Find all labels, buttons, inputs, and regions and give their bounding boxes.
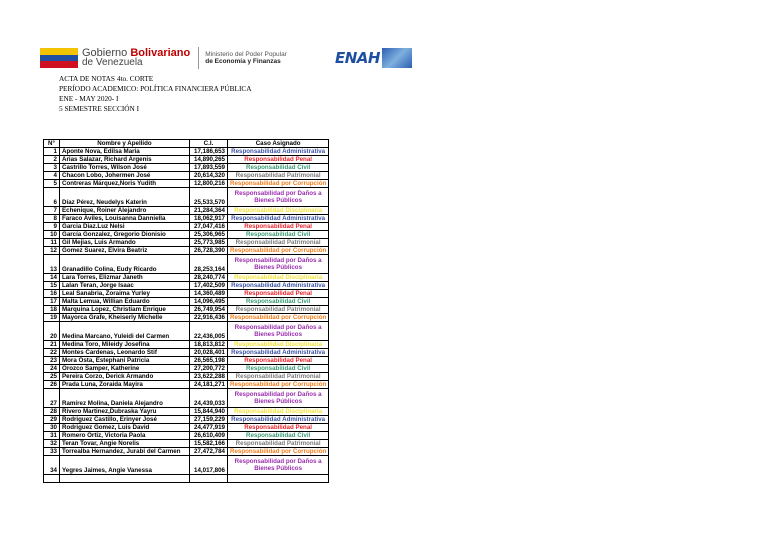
- table-row: [44, 164, 329, 172]
- cell-ci: 12,800,216: [190, 180, 228, 188]
- table-row: [44, 274, 329, 282]
- cell-number: 34: [44, 456, 60, 475]
- cell-name: Yegres Jaimes, Angie Vanessa: [60, 456, 190, 475]
- empty-cell: [44, 475, 60, 483]
- table-row: [44, 247, 329, 255]
- cell-ci: 25,533,570: [190, 188, 228, 207]
- cell-number: 12: [44, 247, 60, 255]
- cell-number: 4: [44, 172, 60, 180]
- cell-name: Medina Toro, Mileidy Josefina: [60, 341, 190, 349]
- cell-number: 14: [44, 274, 60, 282]
- table-row: [44, 148, 329, 156]
- cell-name: Montes Cardenas, Leonardo Stif: [60, 349, 190, 357]
- cell-caso: Responsabilidad Patrimonial: [228, 373, 329, 381]
- enah-logo-text: ENAH: [335, 49, 380, 67]
- cell-caso: Responsabilidad Administrativa: [228, 282, 329, 290]
- cell-ci: 18,062,917: [190, 215, 228, 223]
- cell-ci: 18,813,812: [190, 341, 228, 349]
- cell-caso: Responsabilidad Administrativa: [228, 215, 329, 223]
- cell-number: 30: [44, 424, 60, 432]
- table-row: [44, 416, 329, 424]
- empty-cell: [60, 475, 190, 483]
- table-row: [44, 322, 329, 341]
- col-header-name: Nombre y Apellido: [60, 140, 190, 148]
- doc-periodo: PERÍODO ACADEMICO: POLÍTICA FINANCIERA PÚBLICA: [59, 84, 252, 93]
- cell-caso: Responsabilidad Civil: [228, 432, 329, 440]
- cell-ci: 26,749,954: [190, 306, 228, 314]
- cell-caso: Responsabilidad por Daños a Bienes Públicos: [228, 188, 329, 207]
- cell-ci: 27,472,784: [190, 448, 228, 456]
- enah-graphic-icon: [382, 48, 412, 68]
- cell-name: Aponte Nova, Edilsa María: [60, 148, 190, 156]
- cell-name: Contreras Márquez,Noris Yudith: [60, 180, 190, 188]
- doc-fecha: ENE - MAY 2020- I: [59, 94, 119, 103]
- cell-caso: Responsabilidad Civil: [228, 298, 329, 306]
- table-row: [44, 440, 329, 448]
- cell-caso: Responsabilidad Administrativa: [228, 349, 329, 357]
- gobierno-logo: [40, 47, 287, 69]
- empty-row: [44, 475, 329, 483]
- cell-name: Mayorca Grafe, Kheiserly Michelle: [60, 314, 190, 322]
- table-row: [44, 255, 329, 274]
- gob-line1b: Bolivariano: [130, 47, 191, 59]
- cell-ci: 20,614,320: [190, 172, 228, 180]
- cell-name: Arias Salazar, Richard Argenis: [60, 156, 190, 164]
- cell-ci: 20,028,401: [190, 349, 228, 357]
- cell-ci: 27,047,416: [190, 223, 228, 231]
- cell-ci: 22,916,436: [190, 314, 228, 322]
- table-row: [44, 290, 329, 298]
- cell-caso: Responsabilidad por Corrupción: [228, 381, 329, 389]
- ministry-line1: Ministerio del Poder Popular: [205, 50, 287, 58]
- cell-caso: Responsabilidad Penal: [228, 424, 329, 432]
- cell-ci: 17,186,653: [190, 148, 228, 156]
- cell-caso: Responsabilidad por Daños a Bienes Públicos: [228, 389, 329, 408]
- cell-caso: Responsabilidad Penal: [228, 357, 329, 365]
- document-header: [59, 74, 252, 114]
- cell-ci: 24,439,033: [190, 389, 228, 408]
- table-row: [44, 432, 329, 440]
- table-row: [44, 239, 329, 247]
- table-row: [44, 389, 329, 408]
- cell-caso: Responsabilidad Disciplinaria: [228, 408, 329, 416]
- cell-name: Chacon Lobo, Johermen José: [60, 172, 190, 180]
- cell-caso: Responsabilidad Patrimonial: [228, 239, 329, 247]
- cell-ci: 23,622,288: [190, 373, 228, 381]
- cell-number: 18: [44, 306, 60, 314]
- cell-ci: 27,200,772: [190, 365, 228, 373]
- table-row: [44, 298, 329, 306]
- table-row: [44, 408, 329, 416]
- table-row: [44, 172, 329, 180]
- cell-name: Díaz Pérez, Neudelys Katerin: [60, 188, 190, 207]
- cell-ci: 14,096,495: [190, 298, 228, 306]
- table-row: [44, 456, 329, 475]
- table-header-row: [44, 140, 329, 148]
- cell-number: 26: [44, 381, 60, 389]
- empty-cell: [190, 475, 228, 483]
- cell-number: 20: [44, 322, 60, 341]
- cell-name: Pereira Corzo, Derick Armando: [60, 373, 190, 381]
- cell-number: 1: [44, 148, 60, 156]
- cell-name: Romero Ortiz, Victoria Paola: [60, 432, 190, 440]
- cell-name: Lalan Teran, Jorge Isaac: [60, 282, 190, 290]
- cell-caso: Responsabilidad Civil: [228, 365, 329, 373]
- cell-ci: 26,565,198: [190, 357, 228, 365]
- cell-number: 31: [44, 432, 60, 440]
- cell-number: 21: [44, 341, 60, 349]
- cell-number: 29: [44, 416, 60, 424]
- cell-ci: 14,360,489: [190, 290, 228, 298]
- cell-number: 19: [44, 314, 60, 322]
- cell-number: 6: [44, 188, 60, 207]
- cell-ci: 22,436,005: [190, 322, 228, 341]
- table-row: [44, 156, 329, 164]
- table-row: [44, 282, 329, 290]
- cell-name: Ramírez Molina, Daniela Alejandro: [60, 389, 190, 408]
- cell-number: 25: [44, 373, 60, 381]
- table-row: [44, 223, 329, 231]
- table-row: [44, 357, 329, 365]
- cell-caso: Responsabilidad Civil: [228, 164, 329, 172]
- doc-semestre: 5 SEMESTRE SECCIÓN I: [59, 104, 140, 113]
- col-header-ci: C.I.: [190, 140, 228, 148]
- cell-name: Castrillo Torres, Wilson José: [60, 164, 190, 172]
- table-row: [44, 314, 329, 322]
- cell-ci: 14,017,806: [190, 456, 228, 475]
- table-row: [44, 349, 329, 357]
- col-header-n: N°: [44, 140, 60, 148]
- cell-caso: Responsabilidad por Daños a Bienes Públicos: [228, 255, 329, 274]
- empty-cell: [228, 475, 329, 483]
- cell-number: 8: [44, 215, 60, 223]
- cell-number: 22: [44, 349, 60, 357]
- cell-ci: 24,477,919: [190, 424, 228, 432]
- gobierno-text: [82, 48, 190, 68]
- table-row: [44, 306, 329, 314]
- cell-ci: 15,844,940: [190, 408, 228, 416]
- cell-caso: Responsabilidad por Daños a Bienes Públicos: [228, 456, 329, 475]
- venezuela-flag-icon: [40, 48, 78, 68]
- cell-name: Rodriguez Castillo, Erinyer José: [60, 416, 190, 424]
- cell-ci: 25,306,965: [190, 231, 228, 239]
- cell-name: Gil Mejias, Luis Armando: [60, 239, 190, 247]
- cell-caso: Responsabilidad Patrimonial: [228, 440, 329, 448]
- cell-name: Medina Marcano, Yuleidi del Carmen: [60, 322, 190, 341]
- cell-name: Granadillo Colina, Eudy Ricardo: [60, 255, 190, 274]
- cell-caso: Responsabilidad por Corrupción: [228, 448, 329, 456]
- cell-number: 10: [44, 231, 60, 239]
- cell-ci: 28,240,774: [190, 274, 228, 282]
- ministry-text: [205, 51, 287, 66]
- grades-table: [43, 139, 329, 483]
- table-row: [44, 231, 329, 239]
- cell-number: 13: [44, 255, 60, 274]
- cell-ci: 17,893,559: [190, 164, 228, 172]
- table-row: [44, 365, 329, 373]
- cell-caso: Responsabilidad Penal: [228, 290, 329, 298]
- cell-ci: 25,773,985: [190, 239, 228, 247]
- cell-number: 5: [44, 180, 60, 188]
- cell-number: 7: [44, 207, 60, 215]
- col-header-caso: Caso Asignado: [228, 140, 329, 148]
- cell-ci: 14,890,265: [190, 156, 228, 164]
- cell-caso: Responsabilidad Patrimonial: [228, 306, 329, 314]
- cell-name: Rodriguez Gomez, Luis David: [60, 424, 190, 432]
- enah-logo: [335, 47, 423, 69]
- cell-name: Rivero Martinez,Dubraska Yayru: [60, 408, 190, 416]
- cell-name: Lara Torres, Elizmar Janeth: [60, 274, 190, 282]
- doc-title: ACTA DE NOTAS 4to. CORTE: [59, 74, 154, 83]
- cell-name: Echenique, Roiner Alejandro: [60, 207, 190, 215]
- cell-caso: Responsabilidad Penal: [228, 223, 329, 231]
- table-body: [44, 148, 329, 483]
- cell-caso: Responsabilidad por Daños a Bienes Públicos: [228, 322, 329, 341]
- cell-name: Marquina Lopez, Christiam Enrique: [60, 306, 190, 314]
- cell-caso: Responsabilidad Patrimonial: [228, 172, 329, 180]
- table-row: [44, 207, 329, 215]
- table-row: [44, 373, 329, 381]
- cell-ci: 21,284,364: [190, 207, 228, 215]
- cell-number: 15: [44, 282, 60, 290]
- cell-name: Torrealba Hernandez, Jurabi del Carmen: [60, 448, 190, 456]
- cell-name: Faraco Aviles, Louisanna Danniella: [60, 215, 190, 223]
- cell-name: Malta Lemua, Willian Eduardo: [60, 298, 190, 306]
- cell-ci: 27,159,229: [190, 416, 228, 424]
- cell-caso: Responsabilidad por Corrupción: [228, 247, 329, 255]
- cell-caso: Responsabilidad Administrativa: [228, 416, 329, 424]
- gob-line2: de Venezuela: [82, 57, 143, 68]
- cell-name: Orozco Samper, Katherine: [60, 365, 190, 373]
- cell-number: 24: [44, 365, 60, 373]
- cell-ci: 28,253,164: [190, 255, 228, 274]
- cell-caso: Responsabilidad por Corrupción: [228, 314, 329, 322]
- cell-number: 17: [44, 298, 60, 306]
- cell-ci: 26,728,390: [190, 247, 228, 255]
- cell-ci: 17,402,509: [190, 282, 228, 290]
- cell-name: Mora Osta, Estephani Patricia: [60, 357, 190, 365]
- cell-caso: Responsabilidad Disciplinaria: [228, 207, 329, 215]
- cell-number: 11: [44, 239, 60, 247]
- logo-divider: [198, 47, 199, 69]
- gob-line1a: Gobierno: [82, 47, 128, 59]
- cell-number: 3: [44, 164, 60, 172]
- cell-caso: Responsabilidad Civil: [228, 231, 329, 239]
- cell-number: 32: [44, 440, 60, 448]
- cell-name: Prada Luna, Zoraida Mayira: [60, 381, 190, 389]
- cell-ci: 24,181,271: [190, 381, 228, 389]
- cell-number: 27: [44, 389, 60, 408]
- cell-name: Gomez Suarez, Elvira Beatriz: [60, 247, 190, 255]
- cell-name: Leal Sanabria, Zoraima Yurley: [60, 290, 190, 298]
- cell-number: 2: [44, 156, 60, 164]
- table-row: [44, 448, 329, 456]
- cell-caso: Responsabilidad Administrativa: [228, 148, 329, 156]
- cell-number: 16: [44, 290, 60, 298]
- cell-number: 9: [44, 223, 60, 231]
- table-row: [44, 341, 329, 349]
- cell-number: 33: [44, 448, 60, 456]
- cell-number: 23: [44, 357, 60, 365]
- cell-ci: 15,582,166: [190, 440, 228, 448]
- ministry-line2: de Economía y Finanzas: [205, 58, 281, 65]
- cell-number: 28: [44, 408, 60, 416]
- cell-name: Garcia Diaz.Luz Nelsi: [60, 223, 190, 231]
- table-row: [44, 215, 329, 223]
- cell-caso: Responsabilidad por Corrupción: [228, 180, 329, 188]
- cell-name: Teran Tovar, Angie Norelis: [60, 440, 190, 448]
- cell-name: García Gonzalez, Gregorio Dionisio: [60, 231, 190, 239]
- cell-caso: Responsabilidad Penal: [228, 156, 329, 164]
- table-row: [44, 188, 329, 207]
- table-row: [44, 180, 329, 188]
- cell-ci: 26,610,409: [190, 432, 228, 440]
- cell-caso: Responsabilidad Disciplinaria: [228, 274, 329, 282]
- cell-caso: Responsabilidad Disciplinaria: [228, 341, 329, 349]
- table-row: [44, 424, 329, 432]
- table-row: [44, 381, 329, 389]
